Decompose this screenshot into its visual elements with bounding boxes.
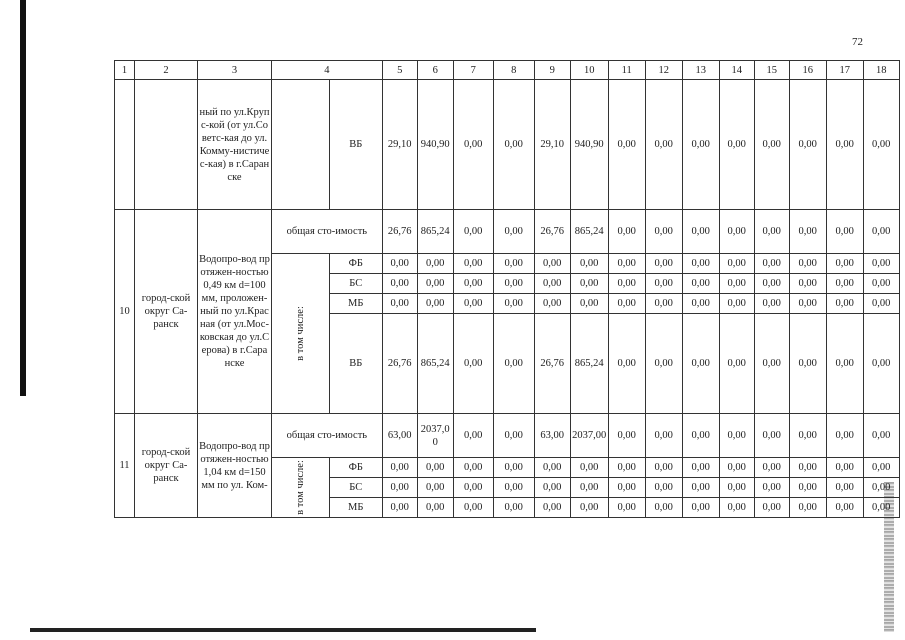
value-cell: 0,00 [493,498,534,518]
value-cell: 0,00 [754,294,789,314]
header-cell: 16 [789,61,826,80]
header-cell: 7 [453,61,493,80]
value-cell: 0,00 [682,498,719,518]
value-cell: 0,00 [608,414,645,458]
value-cell: 0,00 [493,294,534,314]
value-cell: 0,00 [682,478,719,498]
value-cell: 0,00 [754,210,789,254]
funding-label-mb: МБ [329,294,382,314]
value-cell: 0,00 [645,274,682,294]
value-cell: 0,00 [682,294,719,314]
value-cell: 865,24 [570,210,608,254]
value-cell: 0,00 [453,314,493,414]
value-cell: 0,00 [645,314,682,414]
value-cell: 0,00 [453,478,493,498]
value-cell: 0,00 [789,80,826,210]
funding-label-vb: ВБ [329,80,382,210]
value-cell: 0,00 [570,458,608,478]
value-cell: 0,00 [382,498,417,518]
funding-label-total: общая сто-имость [272,414,383,458]
value-cell: 0,00 [608,478,645,498]
header-cell: 13 [682,61,719,80]
value-cell: 940,90 [417,80,453,210]
value-cell: 0,00 [863,478,899,498]
value-cell: 0,00 [417,498,453,518]
value-cell: 0,00 [863,80,899,210]
funding-label-vb: ВБ [329,314,382,414]
value-cell: 0,00 [570,294,608,314]
header-cell: 2 [135,61,198,80]
owner-cell: город-ской округ Са-ранск [135,414,198,518]
value-cell: 865,24 [417,314,453,414]
value-cell: 0,00 [826,254,863,274]
page-number: 72 [852,36,863,48]
value-cell: 0,00 [754,414,789,458]
value-cell: 26,76 [534,210,570,254]
value-cell: 0,00 [789,294,826,314]
header-cell: 9 [534,61,570,80]
value-cell: 0,00 [534,294,570,314]
value-cell: 0,00 [570,254,608,274]
value-cell: 0,00 [789,210,826,254]
value-cell: 0,00 [608,274,645,294]
value-cell: 0,00 [417,274,453,294]
value-cell: 29,10 [382,80,417,210]
value-cell: 0,00 [754,314,789,414]
value-cell: 0,00 [719,294,754,314]
object-description: ный по ул.Крупс-кой (от ул.Советс-кая до ул.Комму-нистичес-кая) в г.Саранске [198,80,272,210]
value-cell: 0,00 [453,274,493,294]
value-cell: 0,00 [453,80,493,210]
value-cell: 0,00 [570,274,608,294]
value-cell: 0,00 [719,314,754,414]
value-cell: 865,24 [417,210,453,254]
value-cell: 0,00 [826,414,863,458]
value-cell: 0,00 [682,210,719,254]
value-cell: 0,00 [682,414,719,458]
header-cell: 17 [826,61,863,80]
value-cell: 0,00 [863,294,899,314]
value-cell: 0,00 [570,478,608,498]
value-cell: 0,00 [826,314,863,414]
value-cell: 0,00 [608,294,645,314]
row-number-cell [115,80,135,210]
value-cell: 0,00 [534,498,570,518]
value-cell: 0,00 [863,210,899,254]
value-cell: 0,00 [754,274,789,294]
value-cell: 0,00 [417,458,453,478]
value-cell: 0,00 [863,254,899,274]
funding-label-total: общая сто-имость [272,210,383,254]
value-cell: 0,00 [645,254,682,274]
object-description: Водопро-вод протяжен-ностью 1,04 км d=150 мм по ул. Ком- [198,414,272,518]
value-cell: 0,00 [608,80,645,210]
funding-label-fb: ФБ [329,458,382,478]
value-cell: 0,00 [719,478,754,498]
value-cell: 0,00 [719,458,754,478]
value-cell: 0,00 [493,458,534,478]
value-cell: 0,00 [608,458,645,478]
value-cell: 865,24 [570,314,608,414]
header-cell: 14 [719,61,754,80]
value-cell: 0,00 [754,458,789,478]
including-label-cell [272,458,330,518]
value-cell: 0,00 [826,210,863,254]
value-cell: 0,00 [534,478,570,498]
value-cell: 0,00 [719,80,754,210]
scan-edge-bottom [30,628,536,632]
value-cell: 0,00 [382,274,417,294]
value-cell: 0,00 [453,498,493,518]
value-cell: 0,00 [826,498,863,518]
value-cell: 63,00 [534,414,570,458]
value-cell: 0,00 [493,314,534,414]
value-cell: 0,00 [682,314,719,414]
value-cell: 0,00 [682,254,719,274]
value-cell: 0,00 [754,478,789,498]
header-cell: 5 [382,61,417,80]
value-cell: 26,76 [382,210,417,254]
value-cell: 0,00 [754,80,789,210]
header-cell: 11 [608,61,645,80]
value-cell: 0,00 [608,314,645,414]
header-cell: 4 [272,61,383,80]
header-cell: 12 [645,61,682,80]
funding-label-fb: ФБ [329,254,382,274]
header-cell: 6 [417,61,453,80]
value-cell: 0,00 [863,414,899,458]
value-cell: 0,00 [789,458,826,478]
value-cell: 26,76 [534,314,570,414]
including-label: в том числе: [294,306,306,361]
value-cell: 0,00 [682,80,719,210]
value-cell: 0,00 [645,294,682,314]
value-cell: 0,00 [645,498,682,518]
value-cell: 26,76 [382,314,417,414]
header-cell: 3 [198,61,272,80]
value-cell: 0,00 [826,80,863,210]
funding-label-mb: МБ [329,498,382,518]
value-cell: 29,10 [534,80,570,210]
value-cell: 0,00 [682,274,719,294]
header-row [115,61,900,80]
value-cell: 0,00 [493,414,534,458]
value-cell: 0,00 [417,478,453,498]
value-cell: 0,00 [645,414,682,458]
value-cell: 0,00 [608,210,645,254]
row-number-cell: 10 [115,210,135,414]
value-cell: 0,00 [719,274,754,294]
value-cell: 940,90 [570,80,608,210]
value-cell: 0,00 [382,254,417,274]
row-number-cell: 11 [115,414,135,518]
header-cell: 18 [863,61,899,80]
value-cell: 0,00 [534,254,570,274]
value-cell: 0,00 [382,478,417,498]
value-cell: 0,00 [453,414,493,458]
value-cell: 0,00 [534,274,570,294]
value-cell: 0,00 [719,414,754,458]
funding-label-bs: БС [329,274,382,294]
value-cell: 0,00 [826,274,863,294]
value-cell: 0,00 [863,498,899,518]
value-cell: 0,00 [645,80,682,210]
value-cell: 0,00 [754,498,789,518]
value-cell: 0,00 [608,254,645,274]
subtype-cell [272,80,330,210]
value-cell: 0,00 [382,294,417,314]
value-cell: 0,00 [453,294,493,314]
scan-edge-left [20,0,26,396]
value-cell: 0,00 [719,210,754,254]
table-row [115,80,900,210]
value-cell: 0,00 [789,478,826,498]
value-cell: 0,00 [493,254,534,274]
value-cell: 0,00 [453,458,493,478]
header-cell: 1 [115,61,135,80]
value-cell: 0,00 [754,254,789,274]
header-cell: 10 [570,61,608,80]
table-row [115,414,900,458]
value-cell: 0,00 [534,458,570,478]
budget-table [114,60,900,518]
value-cell: 0,00 [719,498,754,518]
value-cell: 2037,00 [570,414,608,458]
value-cell: 0,00 [863,274,899,294]
owner-cell [135,80,198,210]
value-cell: 0,00 [493,478,534,498]
value-cell: 0,00 [570,498,608,518]
value-cell: 0,00 [493,274,534,294]
including-label: в том числе: [294,460,306,515]
value-cell: 0,00 [608,498,645,518]
value-cell: 0,00 [493,80,534,210]
header-cell: 15 [754,61,789,80]
value-cell: 0,00 [453,254,493,274]
object-description: Водопро-вод протяжен-ностью 0,49 км d=100 мм, проложен-ный по ул.Красная (от ул.Мос-ковская до ул.Серова) в г.Саранске [198,210,272,414]
value-cell: 0,00 [645,478,682,498]
value-cell: 0,00 [826,458,863,478]
owner-cell: город-ской округ Са-ранск [135,210,198,414]
header-cell: 8 [493,61,534,80]
value-cell: 0,00 [826,294,863,314]
value-cell: 0,00 [826,478,863,498]
value-cell: 63,00 [382,414,417,458]
value-cell: 0,00 [789,414,826,458]
value-cell: 2037,00 [417,414,453,458]
value-cell: 0,00 [682,458,719,478]
value-cell: 0,00 [645,210,682,254]
value-cell: 0,00 [863,458,899,478]
value-cell: 0,00 [789,498,826,518]
including-label-cell [272,254,330,414]
table-row [115,210,900,254]
value-cell: 0,00 [789,274,826,294]
value-cell: 0,00 [789,254,826,274]
value-cell: 0,00 [645,458,682,478]
value-cell: 0,00 [453,210,493,254]
value-cell: 0,00 [417,294,453,314]
value-cell: 0,00 [382,458,417,478]
value-cell: 0,00 [719,254,754,274]
value-cell: 0,00 [493,210,534,254]
funding-label-bs: БС [329,478,382,498]
value-cell: 0,00 [863,314,899,414]
value-cell: 0,00 [789,314,826,414]
value-cell: 0,00 [417,254,453,274]
